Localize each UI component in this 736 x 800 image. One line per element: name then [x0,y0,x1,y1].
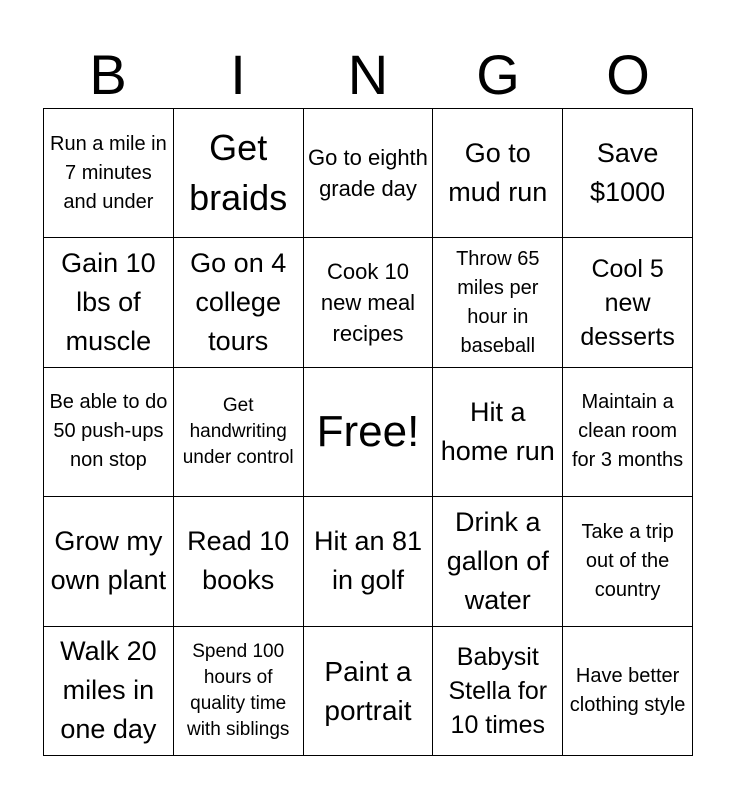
cell-text: Go on 4 college tours [190,248,287,357]
bingo-cell[interactable] [563,627,693,756]
bingo-cell[interactable] [433,109,563,238]
cell-text: Save $1000 [590,138,666,208]
header-letter-n: N [347,43,389,106]
bingo-cell[interactable] [563,109,693,238]
bingo-cell[interactable] [304,109,434,238]
cell-text: Run a mile in 7 minutes and under [50,132,167,213]
bingo-cell[interactable] [563,368,693,497]
bingo-cell[interactable] [433,497,563,626]
cell-text: Walk 20 miles in one day [60,636,157,745]
bingo-cell[interactable] [563,497,693,626]
cell-text: Babysit Stella for 10 times [448,642,548,739]
header-letter-o: O [606,43,650,106]
cell-text: Drink a gallon of water [446,506,549,615]
cell-text: Gain 10 lbs of muscle [61,248,156,357]
bingo-cell[interactable] [44,368,174,497]
bingo-cell[interactable] [174,497,304,626]
header-letter-b: B [89,43,127,106]
cell-text: Have better clothing style [569,664,686,716]
bingo-cell[interactable] [304,627,434,756]
cell-text: Hit an 81 in golf [313,526,423,596]
bingo-header [43,42,693,108]
cell-text: Read 10 books [187,526,290,596]
bingo-cell[interactable] [44,238,174,367]
bingo-cell[interactable] [174,368,304,497]
cell-text: Take a trip out of the country [581,520,674,601]
cell-text: Cook 10 new meal recipes [320,259,416,347]
cell-text: Get handwriting under control [182,394,294,468]
header-letter-g: G [476,43,520,106]
bingo-cell[interactable] [174,109,304,238]
bingo-cell[interactable] [433,238,563,367]
bingo-cell[interactable] [304,497,434,626]
header-letter-i: I [230,43,246,106]
cell-text: Throw 65 miles per hour in baseball [456,247,540,357]
bingo-cell[interactable] [563,238,693,367]
cell-text: Free! [316,406,420,456]
cell-text: Paint a portrait [324,655,412,726]
bingo-cell[interactable] [174,627,304,756]
bingo-cell[interactable] [44,627,174,756]
cell-text: Go to mud run [448,138,548,208]
bingo-cell[interactable] [44,109,174,238]
bingo-cell[interactable] [433,368,563,497]
bingo-cell[interactable] [44,497,174,626]
cell-text: Go to eighth grade day [308,145,428,202]
cell-text: Get braids [189,127,288,219]
cell-text: Grow my own plant [50,526,167,596]
cell-text: Maintain a clean room for 3 months [572,391,684,472]
bingo-cell[interactable] [304,238,434,367]
free-space[interactable] [304,368,434,497]
bingo-grid [43,108,693,756]
bingo-cell[interactable] [174,238,304,367]
bingo-cell[interactable] [433,627,563,756]
cell-text: Be able to do 50 push-ups non stop [49,391,168,472]
cell-text: Spend 100 hours of quality time with siblings [186,640,290,740]
cell-text: Cool 5 new desserts [580,254,675,351]
cell-text: Hit a home run [440,396,555,466]
